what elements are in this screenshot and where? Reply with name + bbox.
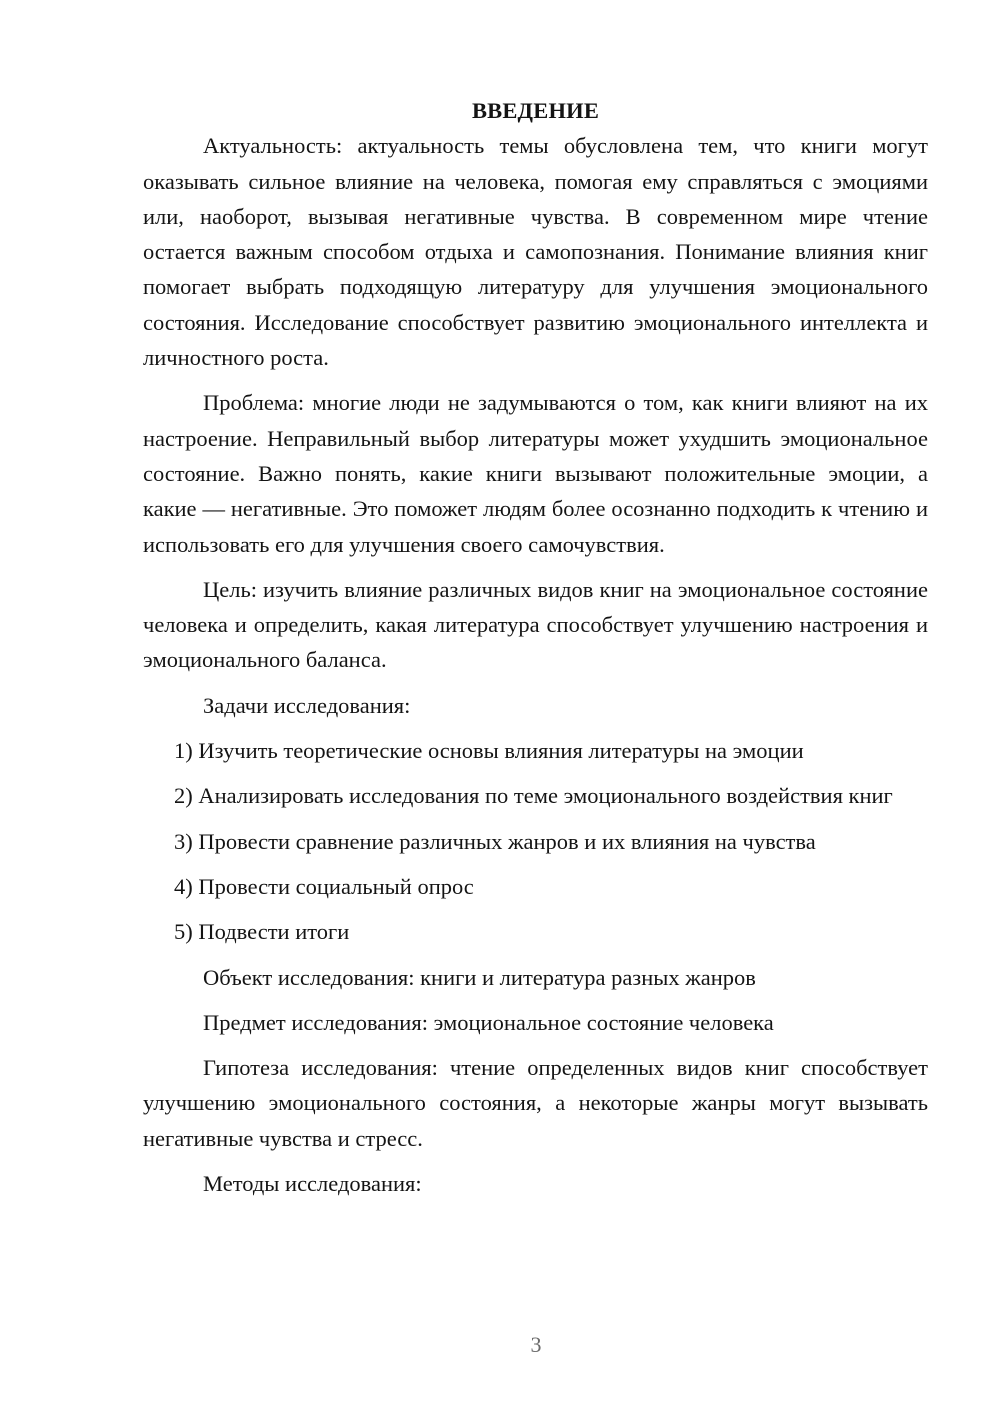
research-subject: Предмет исследования: эмоциональное состояние человека xyxy=(203,1009,774,1035)
task-item-4: 4) Провести социальный опрос xyxy=(174,873,474,899)
relevance-paragraph: Актуальность: актуальность темы обусловлена тем, что книги могут оказывать сильное влияние на человека, помогая ему справляться с эмоциями или, наоборот, вызывая негативные чувства. В современном мире чтение остается важным способом отдыха и самопознания. Понимание влияния книг помогает выбрать подходящую литературу для улучшения эмоционального состояния. Исследование способствует развитию эмоционального интеллекта и личностного роста. xyxy=(143,133,928,371)
hypothesis-paragraph: Гипотеза исследования: чтение определенных видов книг способствует улучшению эмоционального состояния, а некоторые жанры могут вызывать негативные чувства и стресс. xyxy=(143,1055,928,1151)
page-number: 3 xyxy=(530,1332,542,1357)
task-item-2: 2) Анализировать исследования по теме эмоционального воздействия книг xyxy=(174,783,893,809)
page-content xyxy=(143,93,928,1201)
research-object: Объект исследования: книги и литература разных жанров xyxy=(203,964,756,990)
methods-heading: Методы исследования: xyxy=(203,1171,422,1197)
tasks-heading: Задачи исследования: xyxy=(203,692,411,718)
page-title: ВВЕДЕНИЕ xyxy=(471,98,600,123)
task-item-5: 5) Подвести итоги xyxy=(174,919,350,945)
task-item-3: 3) Провести сравнение различных жанров и их влияния на чувства xyxy=(174,828,816,854)
problem-paragraph: Проблема: многие люди не задумываются о том, как книги влияют на их настроение. Неправильный выбор литературы может ухудшить эмоциональное состояние. Важно понять, какие книги вызывают положительные эмоции, а какие — негативные. Это поможет людям более осознанно подходить к чтению и использовать его для улучшения своего самочувствия. xyxy=(143,390,928,557)
goal-paragraph: Цель: изучить влияние различных видов книг на эмоциональное состояние человека и определить, какая литература способствует улучшению настроения и эмоционального баланса. xyxy=(143,576,928,673)
task-item-1: 1) Изучить теоретические основы влияния литературы на эмоции xyxy=(174,738,804,764)
